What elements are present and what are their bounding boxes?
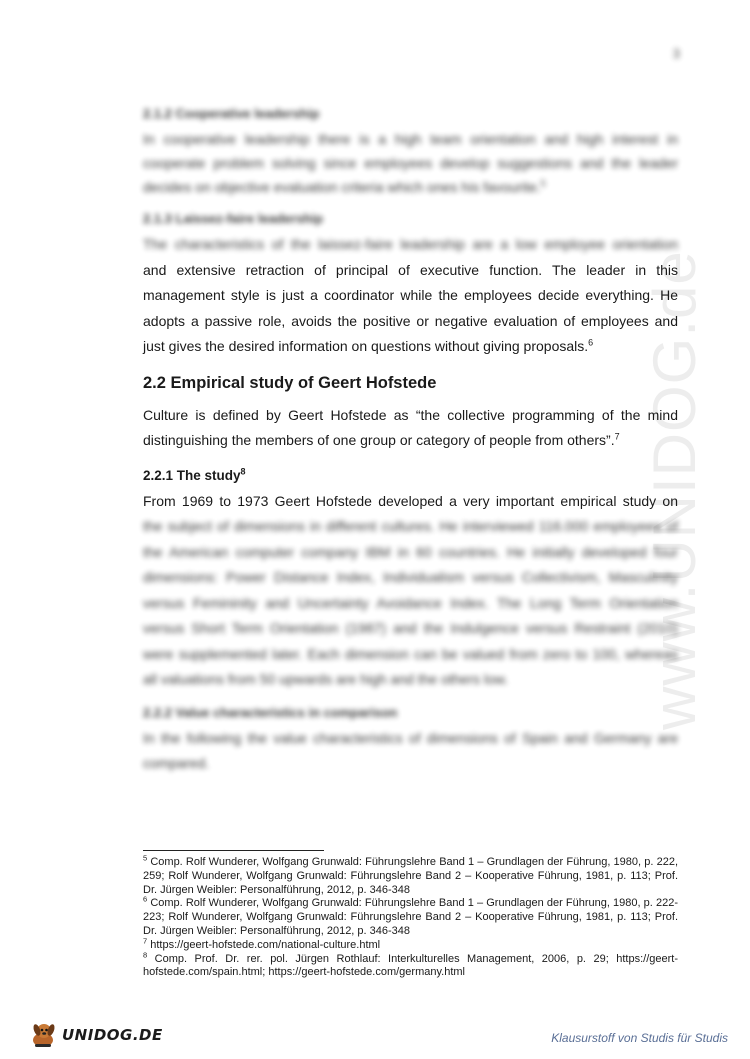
section-heading: 2.2.1 The study$^8$ bbox=[143, 466, 246, 483]
unidog-logo[interactable] bbox=[28, 1021, 163, 1049]
paragraph: Culture is defined by Geert Hofstede as “the collective programming of the mind distinguishing the members of one group or category of people from others”.$^7$ bbox=[143, 406, 678, 448]
footnote: $^8$ Comp. Prof. Dr. rer. pol. Jürgen Rothlauf: Interkulturelles Management, 2006, p. 29; https://geert-hofstede.com/spain.html; https://geert-hofstede.com/germany.html bbox=[143, 949, 679, 979]
logo-text: UNIDOG.DE bbox=[62, 1026, 163, 1044]
footnotes bbox=[143, 853, 679, 980]
section-the-study bbox=[143, 468, 678, 693]
paragraph: In cooperative leadership there is a high team orientation and high interest in cooperate problem solving since employees develop suggestions and the leader decides on objective evaluation criteria which ones his favourite.$^5$ bbox=[143, 131, 678, 195]
section-value-characteristics bbox=[143, 705, 678, 777]
paragraph: From 1969 to 1973 Geert Hofstede developed a very important empirical study on bbox=[143, 492, 678, 509]
footnote-divider bbox=[143, 850, 324, 851]
section-heading: 2.2 Empirical study of Geert Hofstede bbox=[143, 373, 437, 392]
paragraph: In the following the value characteristics of dimensions of Spain and Germany are compared. bbox=[143, 729, 678, 771]
page-number: 3 bbox=[672, 46, 680, 61]
dog-mascot-icon bbox=[28, 1021, 58, 1049]
tagline: Klausurstoff von Studis für Studis bbox=[551, 1031, 728, 1045]
paragraph-blurred-line: The characteristics of the laissez-faire leadership are a low employee orientation bbox=[143, 236, 678, 252]
footnote: $^7$ https://geert-hofstede.com/national-culture.html bbox=[143, 936, 381, 951]
section-laissez-faire bbox=[143, 211, 678, 360]
section-heading: 2.1.3 Laissez-faire leadership bbox=[143, 211, 323, 226]
section-heading: 2.2.2 Value characteristics in comparison bbox=[143, 704, 398, 720]
paragraph-blurred: the subject of dimensions in different cultures. He interviewed 116.000 employees of the American computer company IBM in 60 countries. He initially developed four dimensions: Power Distance Index, Individualism versus Collectivism, Masculinity versus Femininity and Uncertainty Avoidance Index. The Long Term Orientation versus Short Term Orientation (1987) and the Indulgence versus Restraint (2010) were supplemented later. Each dimension can be valued from zero to 100, whereas all valuations from 50 upwards are high and the others low. bbox=[143, 518, 678, 687]
document-body bbox=[143, 106, 678, 789]
footnote: $^5$ Comp. Rolf Wunderer, Wolfgang Grunwald: Führungslehre Band 1 – Grundlagen der Führung, 1980, p. 222, 259; Rolf Wunderer, Wolfgang Grunwald: Führungslehre Band 2 – Kooperative Führung, 1981, p. 113; Prof. Dr. Jürgen Weibler: Personalführung, 2012, p. 346-348 bbox=[143, 853, 678, 896]
paragraph: and extensive retraction of principal of executive function. The leader in this management style is just a coordinator while the employees decide everything. He adopts a passive role, avoids the positive or negative evaluation of employees and just gives the desired information on questions without giving proposals.$^6$ bbox=[143, 261, 678, 354]
footnote: $^6$ Comp. Rolf Wunderer, Wolfgang Grunwald: Führungslehre Band 1 – Grundlagen der Führung, 1980, p. 222-223; Rolf Wunderer, Wolfgang Grunwald: Führungslehre Band 2 – Kooperative Führung, 1981, p. 113; Prof. Dr. Jürgen Weibler: Personalführung, 2012, p. 346-348 bbox=[143, 894, 679, 937]
section-cooperative-leadership bbox=[143, 106, 678, 199]
section-empirical-study bbox=[143, 374, 678, 454]
watermark: www.UNIDOG.de bbox=[641, 250, 708, 730]
section-heading: 2.1.2 Cooperative leadership bbox=[143, 106, 320, 121]
